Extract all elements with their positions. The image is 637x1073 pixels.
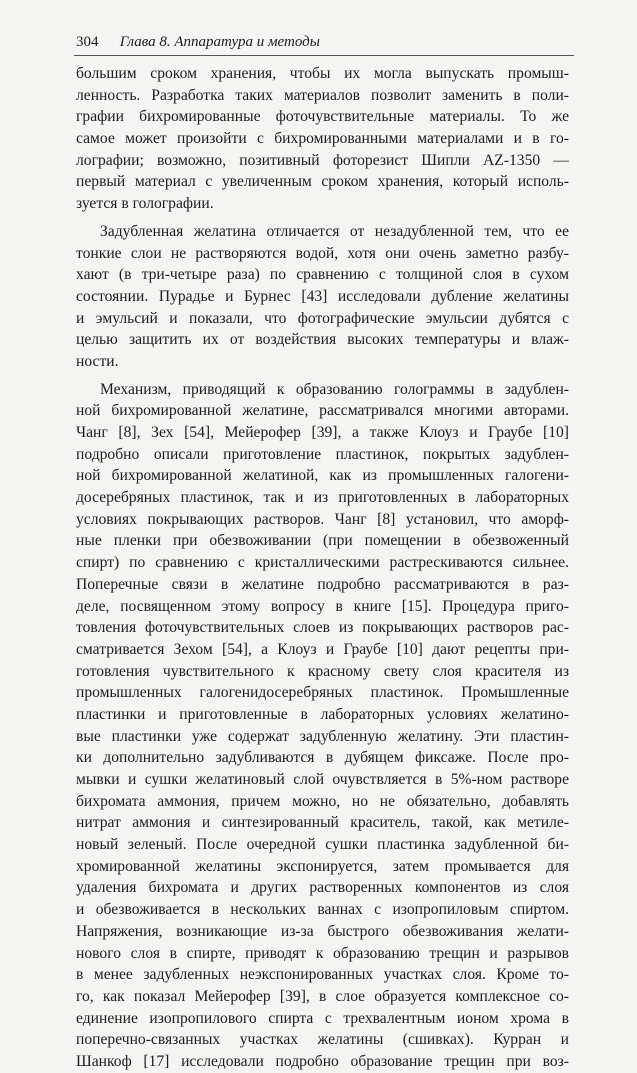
text-line: Поперечные связи в желатине подробно рассматриваются в раз- [76, 575, 569, 593]
paragraph [76, 63, 569, 215]
header-rule [74, 55, 574, 56]
text-line: подробно описали приготовление пластинок, покрытых задублен- [76, 445, 569, 463]
text-line: Задубленная желатина отличается от незадубленной тем, что ее [100, 222, 569, 240]
running-header [76, 33, 566, 51]
text-line: ные пленки при обезвоживании (при помещении в обезвоженный [76, 532, 569, 550]
text-line: Механизм, приводящий к образованию голограммы в задублен- [100, 380, 569, 398]
text-line: досеребряных пластинок, так и из приготовленных в лабораторных [76, 489, 569, 507]
text-line: целью защитить их от воздействия высоких температуры и влаж- [76, 331, 569, 349]
text-line: бихромата аммония, причем можно, но не обязательно, добавлять [76, 792, 569, 810]
text-line: готовления чувствительного к красному свету слоя красителя из [76, 662, 569, 680]
text-line: новый зеленый. После очередной сушки пластинка задубленной би- [76, 836, 569, 854]
text-line: ной бихромированной желатиной, как из промышленных галогени- [76, 467, 569, 485]
text-line: ленность. Разработка таких материалов позволит заменить в поли- [76, 86, 569, 104]
text-line: лографии; возможно, позитивный фоторезист Шипли AZ-1350 — [76, 151, 569, 169]
text-line: условиях покрывающих растворов. Чанг [8] установил, что аморф- [76, 510, 569, 528]
paragraph [76, 221, 569, 373]
text-line: самое может произойти с бихромированными материалами и в го- [76, 130, 569, 148]
text-line: нитрат аммония и синтезированный краситель, такой, как метиле- [76, 814, 569, 832]
text-line: поперечно-связанных участках желатины (сшивках). Курран и [76, 1031, 569, 1049]
text-line: большим сроком хранения, чтобы их могла выпускать промыш- [76, 65, 569, 82]
text-line: пластинки и приготовленные в лабораторных условиях желатино- [76, 705, 569, 723]
text-line: хромированной желатины экспонируется, затем промывается для [76, 857, 569, 875]
text-line: товления фоточувствительных слоев из покрывающих растворов рас- [76, 619, 569, 637]
text-line: спирт) по сравнению с кристаллическими растрескиваются сильнее. [76, 554, 569, 572]
text-line: ной бихромированной желатине, рассматривался многими авторами. [76, 402, 569, 420]
text-line: деле, посвященном этому вопросу в книге [15]. Процедура приго- [76, 597, 569, 615]
text-line: графии бихромированные фоточувствительные материалы. То же [76, 108, 569, 126]
text-line: го, как показал Мейерофер [39], в слое образуется комплексное со- [76, 987, 569, 1005]
text-line: сматривается Зехом [54], а Клоуз и Граубе [10] дают рецепты при- [76, 640, 569, 658]
text-line: состоянии. Пурадье и Бурнес [43] исследовали дубление желатины [76, 287, 569, 305]
text-line: Чанг [8], Зех [54], Мейерофер [39], а также Клоуз и Граубе [10] [76, 424, 569, 441]
paragraph [76, 379, 569, 1073]
body-text [76, 63, 569, 1073]
text-line: Шанкоф [17] исследовали подробно образование трещин при воз- [76, 1052, 569, 1070]
text-line: и обезвоживается в нескольких ваннах с изопропиловым спиртом. [76, 901, 569, 919]
text-line: ности. [76, 352, 119, 370]
text-line: первый материал с увеличенным сроком хранения, который исполь- [76, 173, 569, 191]
text-line: зуется в голографии. [76, 195, 214, 213]
text-line: нового слоя в спирте, приводят к образованию трещин и разрывов [76, 944, 569, 962]
text-line: и эмульсий и показали, что фотографические эмульсии дубятся с [76, 309, 569, 327]
text-line: хают (в три-четыре раза) по сравнению с толщиной слоя в сухом [76, 266, 569, 284]
text-line: вые пластинки уже содержат задубленную желатину. Эти пластин- [76, 727, 569, 745]
text-line: ки дополнительно задубливаются в дубящем фиксаже. После про- [76, 749, 569, 767]
text-line: удаления бихромата и других растворенных компонентов из слоя [76, 879, 569, 897]
text-line: в менее задубленных неэкспонированных участках слоя. Кроме то- [76, 966, 569, 984]
chapter-title: Глава 8. Аппаратура и методы [119, 34, 320, 50]
text-line: Напряжения, возникающие из-за быстрого обезвоживания желати- [76, 922, 569, 940]
page-number: 304 [76, 34, 99, 50]
text-line: промышленных галогенидосеребряных пластинок. Промышленные [76, 684, 569, 702]
text-line: мывки и сушки желатиновый слой очувствляется в 5%-ном растворе [76, 771, 569, 788]
text-line: тонкие слои не растворяются водой, хотя они очень заметно разбу- [76, 244, 569, 262]
text-line: единение изопропилового спирта с трехвалентным ионом хрома в [76, 1009, 569, 1027]
